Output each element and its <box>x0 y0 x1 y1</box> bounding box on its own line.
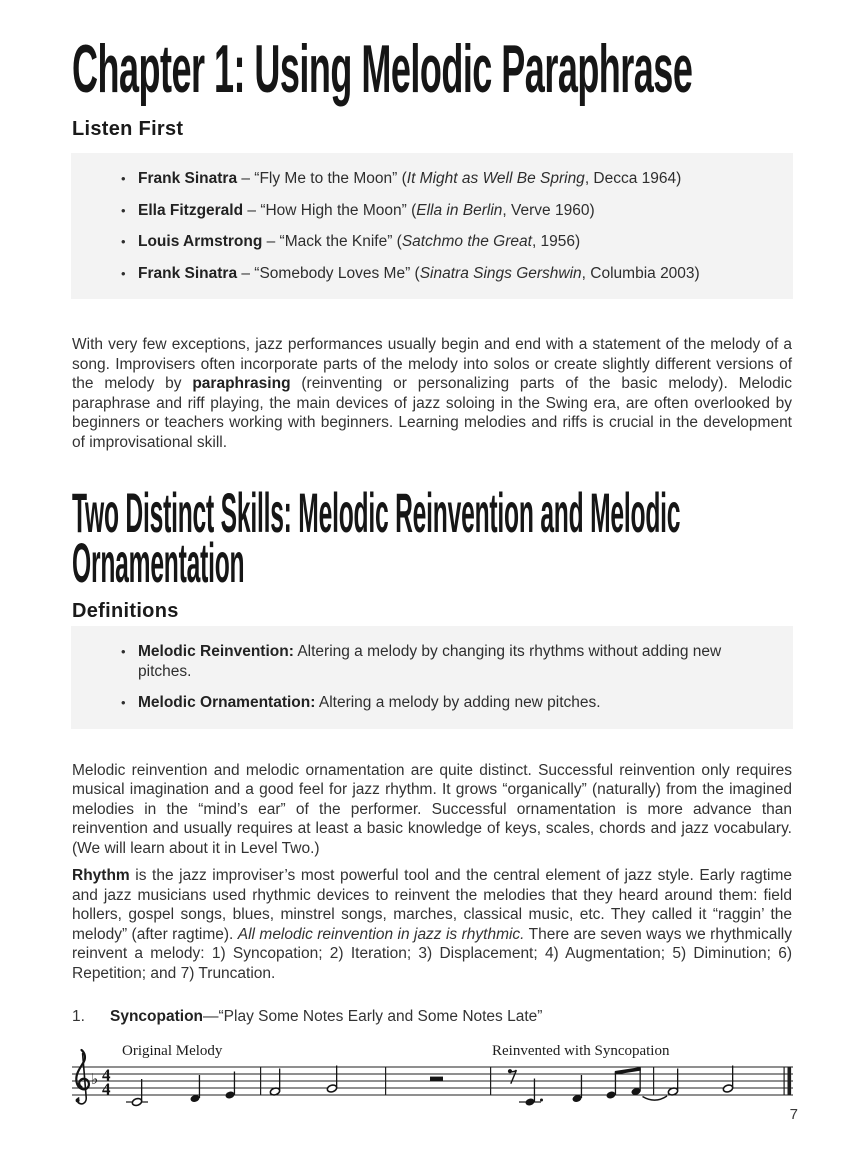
device-quote: —“Play Some Notes Early and Some Notes Late” <box>203 1008 543 1025</box>
bullet-icon: • <box>121 171 126 186</box>
half-rest-icon <box>430 1077 443 1081</box>
flat-sign-icon: ♭ <box>91 1070 99 1088</box>
clef-dot <box>76 1098 80 1102</box>
original-melody-label: Original Melody <box>122 1043 223 1059</box>
definition-item <box>71 642 769 681</box>
listening-item <box>71 232 769 252</box>
section-title <box>72 481 792 594</box>
device-term: Syncopation <box>110 1008 204 1025</box>
reinvented-melody-notes <box>508 1066 734 1107</box>
time-signature-bottom: 4 <box>102 1079 111 1099</box>
definition-text: Melodic Reinvention: Altering a melody by changing its rhythms without adding new pitches. <box>138 643 722 680</box>
page-number: 7 <box>789 1106 798 1123</box>
definitions-heading: Definitions <box>72 600 179 622</box>
listening-item <box>71 201 769 221</box>
listening-list-box <box>71 153 793 299</box>
listening-item-text: Louis Armstrong – “Mack the Knife” (Satchmo the Great, 1956) <box>138 233 581 250</box>
chapter-title-text: Chapter 1: Using Melodic Paraphrase <box>72 31 693 107</box>
bullet-icon: • <box>121 644 126 659</box>
listening-item-text: Frank Sinatra – “Somebody Loves Me” (Sinatra Sings Gershwin, Columbia 2003) <box>138 264 700 282</box>
section-title-line2: Ornamentation <box>72 531 245 594</box>
item-number: 1. <box>72 1008 85 1025</box>
time-signature-top: 4 <box>102 1065 111 1085</box>
original-melody-notes <box>126 1066 443 1107</box>
reinvented-label: Reinvented with Syncopation <box>492 1043 670 1059</box>
listening-item-text: Ella Fitzgerald – “How High the Moon” (Ella in Berlin, Verve 1960) <box>138 201 595 219</box>
rhythm-paragraph: Rhythm is the jazz improviser’s most powerful tool and the central element of jazz style. Early ragtime and jazz musicians used rhythmic devices to reinvent the melodies that they heard around them: field hollers, gospel songs, blues, minstrel songs, marches, classical music, etc. They called it “raggin’ the melody” (after ragtime). All melodic reinvention in jazz is rhythmic. There are seven ways we rhythmically reinvent a melody: 1) Syncopation; 2) Iteration; 3) Displacement; 4) Augmentation; 5) Diminution; 6) Repetition; and 7) Truncation. <box>72 867 792 982</box>
listening-item-text: Frank Sinatra – “Fly Me to the Moon” (It Might as Well Be Spring, Decca 1964) <box>138 170 682 187</box>
listening-item <box>71 264 769 284</box>
bullet-icon: • <box>121 234 126 249</box>
definitions-box <box>71 626 793 729</box>
section-title-line1: Two Distinct Skills: Melodic Reinvention and Melodic <box>72 481 681 544</box>
tie <box>643 1096 668 1100</box>
definition-item <box>71 693 769 713</box>
listen-first-heading: Listen First <box>72 118 184 140</box>
intro-paragraph: With very few exceptions, jazz performances usually begin and end with a statement of the melody of a song. Improvisers often incorporate parts of the melody into solos or create slightly different versions of the melody by paraphrasing (reinventing or personalizing parts of the basic melody). Melodic paraphrase and riff playing, the main devices of jazz soloing in the Swing era, are often overlooked by beginners or teachers working with beginners. Learning melodies and riffs is crucial in the development of improvisational skill. <box>72 336 792 451</box>
definition-text: Melodic Ornamentation: Altering a melody by adding new pitches. <box>138 694 601 711</box>
numbered-device-item <box>72 995 792 1027</box>
bullet-icon: • <box>121 695 126 710</box>
bullet-icon: • <box>121 265 126 281</box>
chapter-title <box>72 31 792 107</box>
listening-item <box>71 169 769 189</box>
music-staff <box>60 1037 800 1117</box>
bullet-icon: • <box>121 202 126 218</box>
beam <box>615 1067 641 1075</box>
music-notation <box>60 1037 792 1117</box>
treble-clef-icon <box>76 1050 89 1104</box>
reinvention-paragraph: Melodic reinvention and melodic ornamentation are quite distinct. Successful reinvention only requires musical imagination and a good feel for jazz rhythm. It grows “organically” (naturally) from the imagined melodies in the “mind’s ear” of the performer. Successful ornamentation is more advance than reinvention and usually requires at least a basic knowledge of keys, scales, chords and jazz vocabulary. (We will learn about it in Level Two.) <box>72 761 792 857</box>
